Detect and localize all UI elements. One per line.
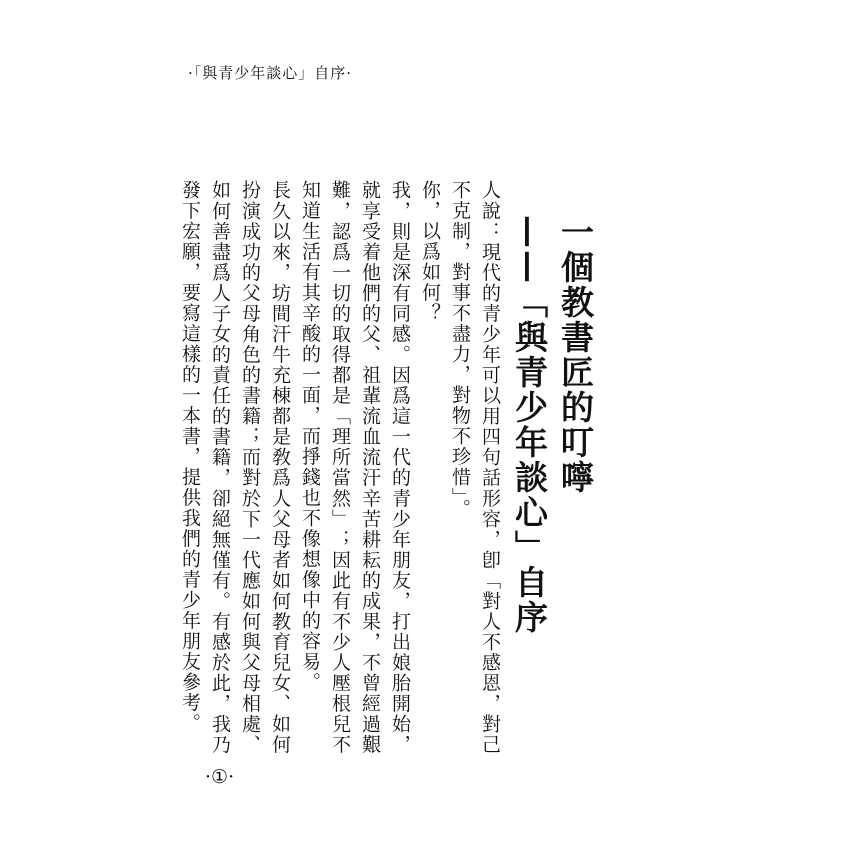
- paragraph: 我，則是深有同感。因爲這一代的青少年朋友，打出娘胎開始，就享受着他們的父、祖輩流血流汗辛苦耕耘的成果，不曾經過艱難，認爲一切的取得都是「理所當然」；因此有不少人壓根兒不知道生活有其辛酸的一面，而掙錢也不像想像中的容易。: [299, 180, 411, 755]
- paragraph: 人說：現代的青少年可以用四句話形容，卽「對人不感恩，對己不克制，對事不盡力，對物不珍惜」。: [449, 180, 501, 755]
- chapter-title: [506, 215, 598, 685]
- paragraph: 長久以來，坊間汗牛充棟都是敎爲人父母者如何教育兒女、如何扮演成功的父母角色的書籍；而對於下一代應如何與父母相處、如何善盡爲人子女的責任的書籍，卻絕無僅有。有感於此，我乃發下宏願，要寫這樣的一本書，提供我們的青少年朋友參考。: [179, 180, 291, 755]
- body-text: [175, 180, 505, 755]
- chapter-title-main: 一個教書匠的叮嚀: [556, 215, 595, 495]
- chapter-title-subtitle: ——「與青少年談心」自序: [510, 215, 549, 635]
- running-header: ·「與青少年談心」自序·: [188, 64, 353, 82]
- page-number: ·①·: [205, 766, 235, 788]
- paragraph: 你，以爲如何？: [419, 180, 441, 324]
